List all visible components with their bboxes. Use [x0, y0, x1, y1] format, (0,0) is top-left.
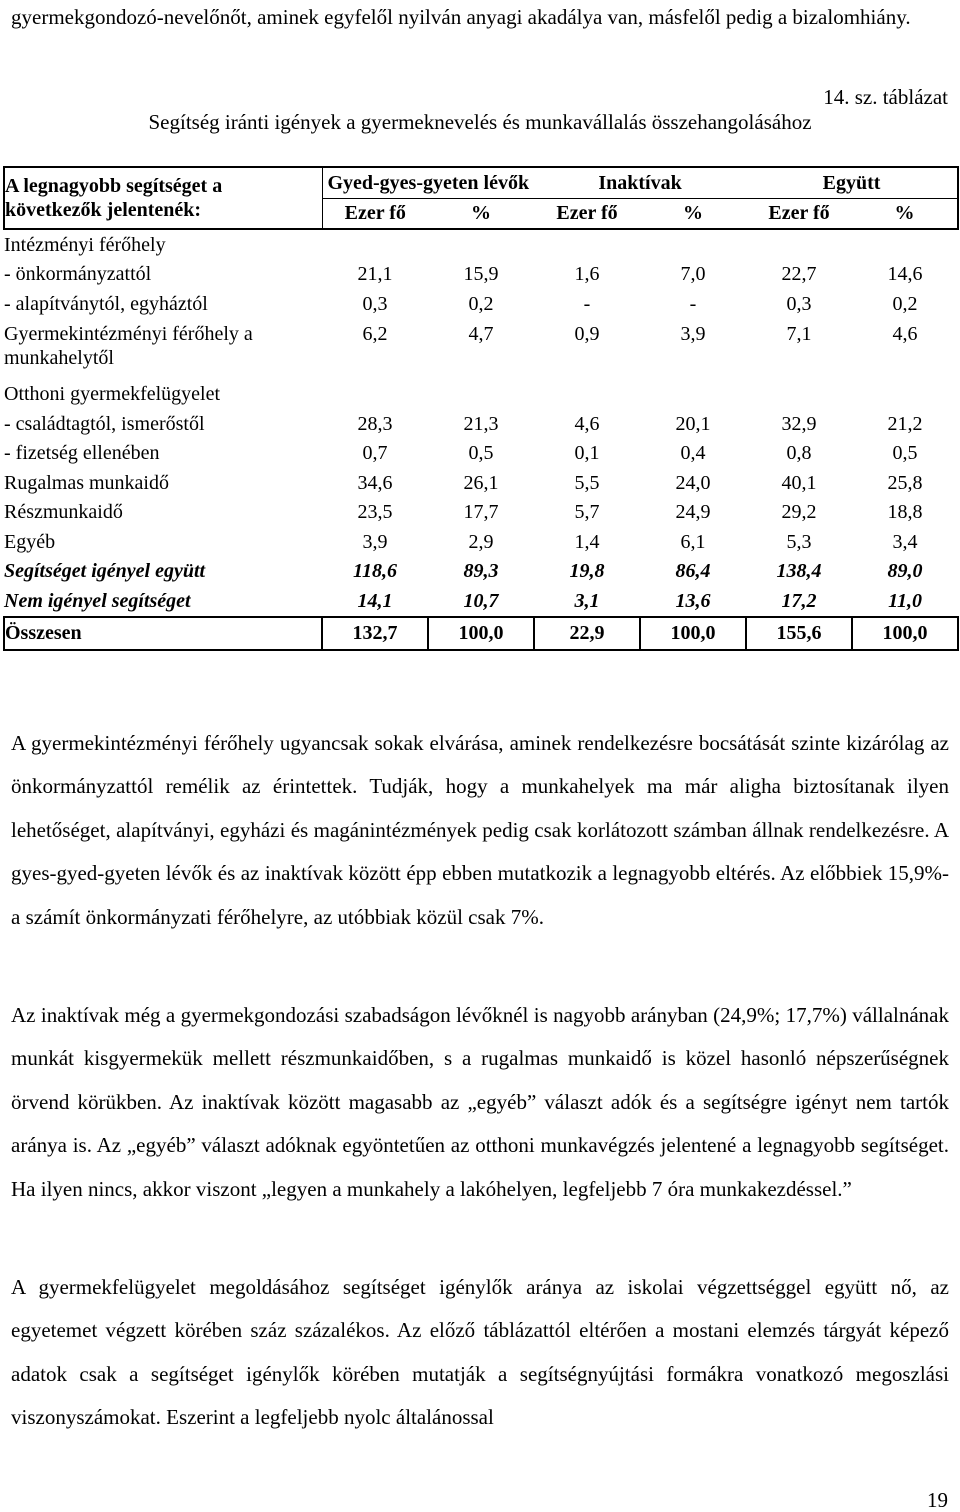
row-value: 5,7 — [574, 501, 600, 524]
row-value: 17,2 — [781, 589, 817, 612]
row-value: - — [689, 292, 697, 315]
table-body — [4, 229, 958, 650]
row-value: 155,6 — [746, 617, 852, 650]
row-value: 5,3 — [786, 530, 812, 553]
table-row — [4, 409, 958, 439]
table-row — [4, 527, 958, 557]
row-value: 7,1 — [786, 322, 812, 345]
help-needs-table — [3, 166, 959, 651]
group-header-egyutt: Együtt — [746, 167, 958, 198]
row-label: - fizetség ellenében — [4, 442, 160, 465]
row-value: - — [583, 292, 591, 315]
row-value: 18,8 — [887, 501, 923, 524]
table-header-row-1 — [4, 167, 958, 198]
row-value: 0,1 — [574, 442, 600, 465]
subheader: % — [640, 198, 746, 229]
row-label: Rugalmas munkaidő — [4, 471, 169, 494]
paragraph-1: A gyermekintézményi férőhely ugyancsak sokak elvárása, aminek rendelkezésre bocsátását szinte kizárólag az önkormányzattól remélik az érintettek. Tudják, hogy a munkahelyek ma már aligha biztosítanak ilyen lehetőséget, alapítványi, egyházi és magánintézmények pedig csak korlátozott számban állnak rendelkezésre. A gyes-gyed-gyeten lévők és az inaktívak között épp ebben mutatkozik a legnagyobb eltérés. Az előbbiek 15,9%-a számít önkormányzati férőhelyre, az utóbbiak közül csak 7%. — [11, 731, 949, 929]
table-title: Segítség iránti igények a gyermeknevelés és munkavállalás összehangolásához — [148, 110, 812, 134]
row-value: 132,7 — [322, 617, 428, 650]
table-row — [4, 498, 958, 528]
subheader: % — [852, 198, 958, 229]
table-number: 14. sz. táblázat — [823, 85, 948, 109]
row-value: 21,2 — [887, 412, 923, 435]
row-value: 100,0 — [852, 617, 958, 650]
row-value: 6,2 — [362, 322, 388, 345]
row-value: 100,0 — [640, 617, 746, 650]
row-value — [640, 380, 746, 410]
row-value: 21,3 — [463, 412, 499, 435]
row-value: 19,8 — [569, 560, 605, 583]
row-value — [322, 229, 428, 260]
row-value — [322, 380, 428, 410]
row-value: 1,4 — [574, 530, 600, 553]
row-label: Intézményi férőhely — [4, 233, 166, 256]
row-value: 25,8 — [887, 471, 923, 494]
row-value: 100,0 — [428, 617, 534, 650]
row-value — [852, 380, 958, 410]
row-value: 89,3 — [463, 560, 499, 583]
row-value — [428, 380, 534, 410]
row-value — [640, 229, 746, 260]
row-value: 34,6 — [357, 471, 393, 494]
table-row — [4, 439, 958, 469]
row-value: 21,1 — [357, 263, 393, 286]
row-value: 86,4 — [675, 560, 711, 583]
row-value: 3,4 — [892, 530, 918, 553]
row-value: 15,9 — [463, 263, 499, 286]
row-value: 26,1 — [463, 471, 499, 494]
row-value: 13,6 — [675, 589, 711, 612]
row-value: 24,0 — [675, 471, 711, 494]
table-row — [4, 468, 958, 498]
group-header-gyed: Gyed-gyes-gyeten lévők — [322, 167, 534, 198]
row-value: 32,9 — [781, 412, 817, 435]
row-value: 0,9 — [574, 322, 600, 345]
row-label: - alapítványtól, egyháztól — [4, 292, 208, 315]
row-value: 3,9 — [680, 322, 706, 345]
subheader: Ezer fő — [746, 198, 852, 229]
row-value — [534, 380, 640, 410]
row-value — [428, 229, 534, 260]
intro-paragraph: gyermekgondozó-nevelőnőt, aminek egyfelől nyilván anyagi akadálya van, másfelől pedig a bizalomhiány. — [11, 5, 911, 29]
row-value: 89,0 — [887, 560, 923, 583]
row-value: 0,3 — [786, 292, 812, 315]
row-value: 23,5 — [357, 501, 393, 524]
row-value: 138,4 — [776, 560, 822, 583]
page-number: 19 — [927, 1488, 948, 1512]
first-column-header: A legnagyobb segítséget a következők jelentenék: — [4, 167, 322, 229]
row-label: Gyermekintézményi férőhely a munkahelytől — [4, 322, 253, 369]
row-value: 29,2 — [781, 501, 817, 524]
row-value: 3,1 — [574, 589, 600, 612]
table-row — [4, 319, 958, 380]
subheader: % — [428, 198, 534, 229]
row-value: 24,9 — [675, 501, 711, 524]
row-label: Segítséget igényel együtt — [4, 560, 206, 583]
row-value: 22,9 — [534, 617, 640, 650]
row-value: 118,6 — [353, 560, 397, 583]
row-value: 14,1 — [357, 589, 393, 612]
table-row — [4, 260, 958, 290]
row-value: 5,5 — [574, 471, 600, 494]
row-label: - családtagtól, ismerőstől — [4, 412, 205, 435]
row-value: 0,2 — [892, 292, 918, 315]
row-label: Nem igényel segítséget — [4, 589, 191, 612]
row-value: 22,7 — [781, 263, 817, 286]
row-label: Részmunkaidő — [4, 501, 123, 524]
row-value: 14,6 — [887, 263, 923, 286]
row-value: 3,9 — [362, 530, 388, 553]
subheader: Ezer fő — [534, 198, 640, 229]
row-label: - önkormányzattól — [4, 263, 152, 286]
table-row — [4, 289, 958, 319]
table-row — [4, 617, 958, 650]
row-value: 20,1 — [675, 412, 711, 435]
row-value: 0,7 — [362, 442, 388, 465]
row-value: 17,7 — [463, 501, 499, 524]
table-row — [4, 557, 958, 587]
row-label: Otthoni gyermekfelügyelet — [4, 383, 221, 406]
row-label: Összesen — [4, 617, 322, 650]
subheader: Ezer fő — [322, 198, 428, 229]
row-value — [746, 380, 852, 410]
row-value — [746, 229, 852, 260]
row-value: 4,7 — [468, 322, 494, 345]
row-value: 1,6 — [574, 263, 600, 286]
row-value: 0,5 — [892, 442, 918, 465]
row-value: 10,7 — [463, 589, 499, 612]
row-value: 0,8 — [786, 442, 812, 465]
row-label: Egyéb — [4, 530, 56, 553]
group-header-inaktivak: Inaktívak — [534, 167, 746, 198]
table-row — [4, 586, 958, 617]
row-value: 0,4 — [680, 442, 706, 465]
paragraph-3: A gyermekfelügyelet megoldásához segítséget igénylők aránya az iskolai végzettséggel együtt nő, az egyetemet végzett körében száz százalékos. Az előző táblázattól eltérően a mostani elemzés tárgyát képező adatok csak a segítséget igénylők körében mutatják a segítségnyújtási formákra vonatkozó megoszlási viszonyszámokat. Eszerint a legfeljebb nyolc általánossal — [11, 1275, 949, 1430]
row-value: 7,0 — [680, 263, 706, 286]
row-value: 4,6 — [574, 412, 600, 435]
row-value — [534, 229, 640, 260]
row-value: 0,2 — [468, 292, 494, 315]
row-value: 2,9 — [468, 530, 494, 553]
paragraph-2: Az inaktívak még a gyermekgondozási szabadságon lévőknél is nagyobb arányban (24,9%; 17,7%) vállalnának munkát kisgyermekük mellett részmunkaidőben, s a rugalmas munkaidő is közel hasonló népszerűségnek örvend körükben. Az inaktívak között magasabb az „egyéb” választ adók és a segítségre igényt nem tartók aránya is. Az „egyéb” választ adóknak egyöntetűen az otthoni munkavégzés jelentené a legnagyobb segítséget. Ha ilyen nincs, akkor viszont „legyen a munkahely a lakóhelyen, legfeljebb 7 óra munkakezdéssel.” — [11, 1003, 949, 1201]
row-value: 40,1 — [781, 471, 817, 494]
row-value: 28,3 — [357, 412, 393, 435]
row-value: 11,0 — [888, 589, 922, 612]
row-value: 0,5 — [468, 442, 494, 465]
table-row — [4, 380, 958, 410]
row-value: 0,3 — [362, 292, 388, 315]
row-value — [852, 229, 958, 260]
table-row — [4, 229, 958, 260]
row-value: 4,6 — [892, 322, 918, 345]
row-value: 6,1 — [680, 530, 706, 553]
